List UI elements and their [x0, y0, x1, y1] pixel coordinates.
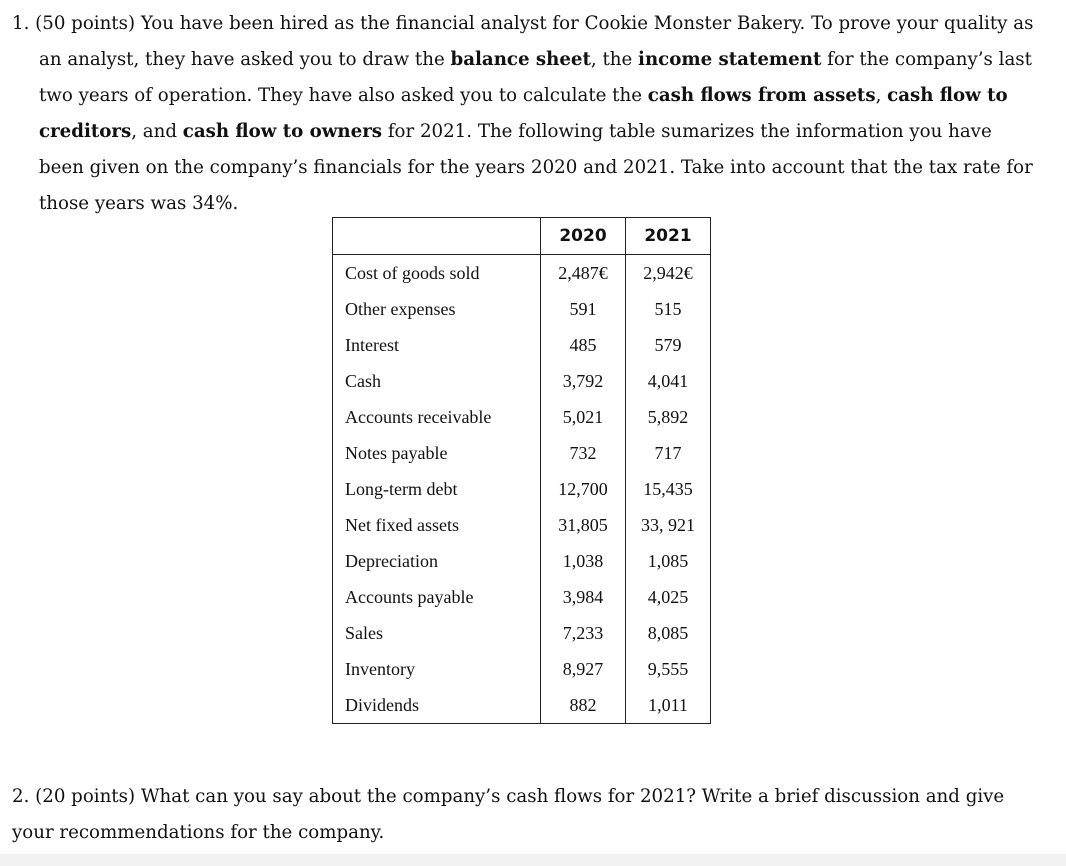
row-label: Cash	[333, 363, 541, 399]
table-row	[333, 327, 711, 363]
value-2021: 5,892	[626, 399, 711, 435]
term-balance-sheet: balance sheet	[450, 49, 591, 70]
financials-table	[332, 217, 711, 724]
table-row	[333, 687, 711, 724]
row-label: Accounts payable	[333, 579, 541, 615]
value-2021: 2,942€	[626, 255, 711, 292]
value-2021: 8,085	[626, 615, 711, 651]
value-2020: 8,927	[541, 651, 626, 687]
table-row	[333, 651, 711, 687]
value-2021: 33, 921	[626, 507, 711, 543]
question-1-points: (50 points)	[35, 13, 136, 34]
table-row	[333, 579, 711, 615]
table-header-row	[333, 218, 711, 255]
value-2020: 1,038	[541, 543, 626, 579]
table-row	[333, 363, 711, 399]
row-label: Other expenses	[333, 291, 541, 327]
question-2-text	[12, 779, 1042, 851]
header-2021: 2021	[626, 218, 711, 255]
question-1-seg: You have been hired as the financial analyst for Cookie Monster Bakery. To prove your quality as an analyst, they have asked you to draw the	[39, 13, 1034, 70]
row-label: Sales	[333, 615, 541, 651]
question-1-seg: , and	[131, 121, 183, 142]
question-1-number: 1.	[12, 13, 30, 34]
term-income-statement: income statement	[638, 49, 822, 70]
question-1-seg: ,	[875, 85, 888, 106]
question-1-seg: , the	[590, 49, 639, 70]
question-1	[12, 6, 1042, 222]
value-2020: 7,233	[541, 615, 626, 651]
row-label: Notes payable	[333, 435, 541, 471]
financials-table-wrapper	[332, 217, 711, 724]
value-2020: 882	[541, 687, 626, 724]
value-2020: 2,487€	[541, 255, 626, 292]
table-row	[333, 543, 711, 579]
row-label: Inventory	[333, 651, 541, 687]
question-2-body: What can you say about the company’s cash flows for 2021? Write a brief discussion and give your recommendations for the company.	[12, 786, 1005, 843]
value-2021: 15,435	[626, 471, 711, 507]
row-label: Interest	[333, 327, 541, 363]
value-2020: 5,021	[541, 399, 626, 435]
value-2021: 4,041	[626, 363, 711, 399]
row-label: Depreciation	[333, 543, 541, 579]
row-label: Accounts receivable	[333, 399, 541, 435]
value-2021: 4,025	[626, 579, 711, 615]
value-2020: 732	[541, 435, 626, 471]
question-2-number: 2.	[12, 786, 30, 807]
value-2020: 591	[541, 291, 626, 327]
value-2021: 717	[626, 435, 711, 471]
question-2-points: (20 points)	[35, 786, 136, 807]
value-2020: 3,984	[541, 579, 626, 615]
value-2021: 1,085	[626, 543, 711, 579]
term-cash-flow-to-owners: cash flow to owners	[182, 121, 383, 142]
row-label: Net fixed assets	[333, 507, 541, 543]
page-bottom-strip	[0, 854, 1066, 866]
question-2	[12, 779, 1042, 851]
value-2020: 485	[541, 327, 626, 363]
value-2021: 579	[626, 327, 711, 363]
table-row	[333, 507, 711, 543]
table-row	[333, 255, 711, 292]
value-2020: 3,792	[541, 363, 626, 399]
row-label: Cost of goods sold	[333, 255, 541, 292]
question-1-seg: for the company’s last two years of operation. They have also asked you to calculate the	[39, 49, 1032, 106]
table-row	[333, 291, 711, 327]
table-row	[333, 471, 711, 507]
table-row	[333, 399, 711, 435]
value-2021: 515	[626, 291, 711, 327]
term-cash-flows-from-assets: cash flows from assets	[647, 85, 876, 106]
question-1-seg: for 2021. The following table sumarizes the information you have been given on the company’s financials for the years 2020 and 2021. Take into account that the tax rate for those years was 34%.	[39, 121, 1033, 214]
table-row	[333, 615, 711, 651]
header-label-cell	[333, 218, 541, 255]
question-1-text	[12, 6, 1042, 222]
value-2021: 9,555	[626, 651, 711, 687]
row-label: Dividends	[333, 687, 541, 724]
value-2020: 12,700	[541, 471, 626, 507]
value-2020: 31,805	[541, 507, 626, 543]
row-label: Long-term debt	[333, 471, 541, 507]
value-2021: 1,011	[626, 687, 711, 724]
table-row	[333, 435, 711, 471]
header-2020: 2020	[541, 218, 626, 255]
term-cash-flow-to-creditors: cash flow to creditors	[39, 85, 1008, 142]
